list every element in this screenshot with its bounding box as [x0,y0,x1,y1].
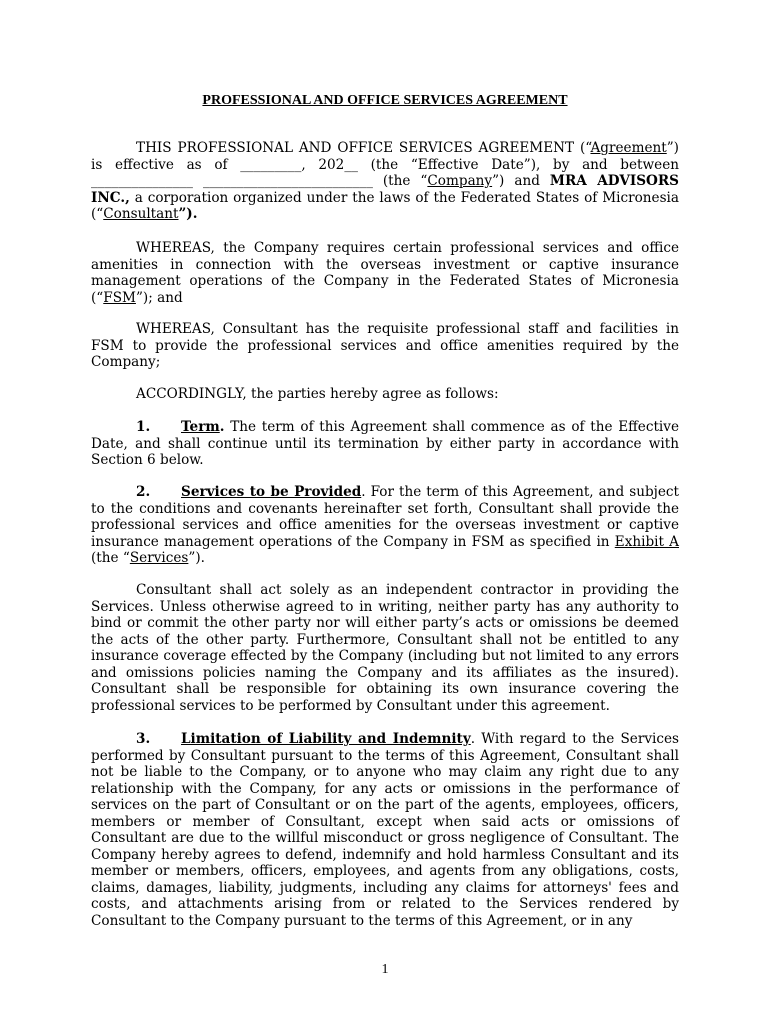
whereas-paragraph-1: WHEREAS, the Company requires certain professional services and office amenities in connection with the overseas investment or captive insurance management operations of the Company in the Federated States of Micronesia (“FSM”); and [91,240,679,306]
defined-term-agreement: Agreement [590,140,667,156]
section-3-liability: 3. Limitation of Liability and Indemnity. With regard to the Services performed by Consultant pursuant to the terms of this Agreement, Consultant shall not be liable to the Company, or to anyone who may claim any right due to any relationship with the Company, for any acts or omissions in the performance of services on the part of Consultant or on the part of the agents, employees, officers, members or member of Consultant, except when said acts or omissions of Consultant are due to the willful misconduct or gross negligence of Consultant. The Company hereby agrees to defend, indemnify and hold harmless Consultant and its member or members, officers, employees, and agents from any obligations, costs, claims, damages, liability, judgments, including any claims for attorneys' fees and costs, and attachments arising from or related to the Services rendered by Consultant to the Company pursuant to the terms of this Agreement, or in any [91,731,679,929]
section-number: 3. [136,731,151,747]
section-heading: Limitation of Liability and Indemnity [181,731,471,747]
whereas-paragraph-2: WHEREAS, Consultant has the requisite professional staff and facilities in FSM to provide the professional services and office amenities required by the Company; [91,321,679,370]
intro-paragraph: THIS PROFESSIONAL AND OFFICE SERVICES AGREEMENT (“Agreement”) is effective as of _________, 202__ (the “Effective Date”), by and between _______________ _________________________ (the “Company”) and MRA ADVISORS INC., a corporation organized under the laws of the Federated States of Micronesia (“Consultant”). [91,140,679,222]
section-1-term: 1. Term. The term of this Agreement shall commence as of the Effective Date, and shall continue until its termination by either party in accordance with Section 6 below. [91,419,679,468]
defined-term-consultant: Consultant [103,206,179,222]
defined-term-company: Company [427,173,493,189]
exhibit-reference: Exhibit A [614,533,679,550]
consultant-name: MRA ADVISORS INC., [91,173,679,206]
page-number: 1 [381,962,389,977]
section-heading: Services to be Provided [181,484,362,500]
accordingly-paragraph: ACCORDINGLY, the parties hereby agree as follows: [136,386,499,402]
section-number: 2. [136,484,151,500]
defined-term-services: Services [129,550,189,566]
section-number: 1. [136,419,151,435]
section-heading: Term [181,419,220,435]
independent-contractor-paragraph: Consultant shall act solely as an independent contractor in providing the Services. Unless otherwise agreed to in writing, neither party has any authority to bind or commit the other party nor will either party’s acts or omissions be deemed the acts of the other party. Furthermore, Consultant shall not be entitled to any insurance coverage effected by the Company (including but not limited to any errors and omissions policies naming the Company and its affiliates as the insured). Consultant shall be responsible for obtaining its own insurance covering the professional services to be performed by Consultant under this agreement. [91,582,679,714]
document-title: PROFESSIONAL AND OFFICE SERVICES AGREEMENT [202,93,568,108]
defined-term-fsm: FSM [103,289,136,306]
section-2-services: 2. Services to be Provided. For the term of this Agreement, and subject to the conditions and covenants hereinafter set forth, Consultant shall provide the professional services and office amenities for the overseas investment or captive insurance management operations of the Company in FSM as specified in Exhibit A (the “Services”). [91,484,679,566]
